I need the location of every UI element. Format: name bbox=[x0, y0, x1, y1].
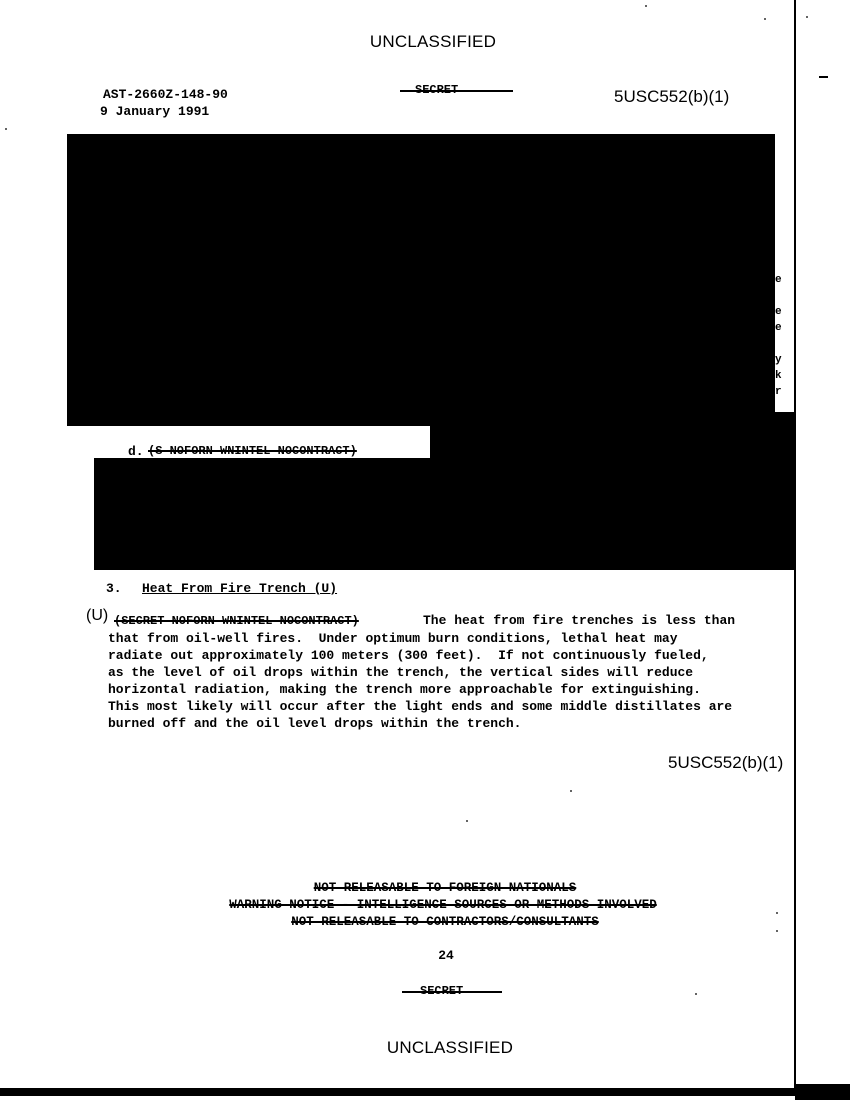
scan-speck bbox=[466, 820, 468, 822]
top-classification-banner: UNCLASSIFIED bbox=[369, 32, 497, 51]
document-number: AST-2660Z-148-90 bbox=[103, 87, 228, 102]
scan-speck bbox=[570, 790, 572, 792]
bottom-classification-banner: UNCLASSIFIED bbox=[386, 1038, 514, 1057]
paragraph-line: This most likely will occur after the light ends and some middle distillates are bbox=[108, 699, 733, 714]
redaction-block-right bbox=[430, 412, 795, 458]
scan-speck bbox=[776, 930, 778, 932]
scan-speck bbox=[695, 993, 697, 995]
section-d-label: d. bbox=[128, 444, 144, 459]
redaction-edge-fragments: e e e y k r bbox=[775, 274, 782, 398]
scan-speck bbox=[764, 18, 766, 20]
scan-corner-block bbox=[795, 1084, 850, 1100]
handling-caveat-1: NOT RELEASABLE TO FOREIGN NATIONALS bbox=[313, 881, 577, 895]
scan-speck bbox=[645, 5, 647, 7]
page-number: 24 bbox=[438, 948, 454, 963]
handling-caveat-2: WARNING NOTICE - INTELLIGENCE SOURCES OR METHODS INVOLVED bbox=[229, 898, 657, 912]
header-struck-marking: SECRET bbox=[415, 83, 459, 97]
paragraph-body bbox=[108, 630, 732, 732]
paragraph-line: that from oil-well fires. Under optimum burn conditions, lethal heat may bbox=[108, 631, 678, 646]
handling-caveat-3: NOT RELEASABLE TO CONTRACTORS/CONSULTANTS bbox=[291, 915, 599, 929]
portion-marking-u: (U) bbox=[86, 607, 109, 624]
section-3-title: Heat From Fire Trench (U) bbox=[142, 581, 338, 596]
paragraph-line: horizontal radiation, making the trench more approachable for extinguishing. bbox=[108, 682, 701, 697]
scan-margin-mark bbox=[819, 76, 828, 78]
exemption-stamp-header: 5USC552(b)(1) bbox=[614, 87, 730, 106]
paragraph-line: burned off and the oil level drops within the trench. bbox=[108, 716, 522, 731]
scan-right-edge bbox=[794, 0, 796, 1088]
paragraph-line: radiate out approximately 100 meters (300 feet). If not continuously fueled, bbox=[108, 648, 709, 663]
scan-speck bbox=[5, 128, 7, 130]
redaction-block-top bbox=[67, 134, 775, 426]
document-date: 9 January 1991 bbox=[100, 104, 210, 119]
section-3-number: 3. bbox=[106, 581, 122, 596]
paragraph-line: as the level of oil drops within the trench, the vertical sides will reduce bbox=[108, 665, 694, 680]
redaction-block-middle bbox=[94, 458, 795, 570]
exemption-stamp-body: 5USC552(b)(1) bbox=[668, 753, 784, 772]
paragraph-struck-marking: (SECRET NOFORN WNINTEL NOCONTRACT) bbox=[114, 614, 359, 628]
scan-bottom-edge bbox=[0, 1088, 850, 1096]
scan-speck bbox=[776, 912, 778, 914]
paragraph-first-line: The heat from fire trenches is less than bbox=[423, 613, 736, 628]
section-d-struck-marking: (S NOFORN WNINTEL NOCONTRACT) bbox=[148, 444, 357, 458]
bottom-struck-marking: SECRET bbox=[420, 984, 464, 998]
scan-speck bbox=[806, 16, 808, 18]
